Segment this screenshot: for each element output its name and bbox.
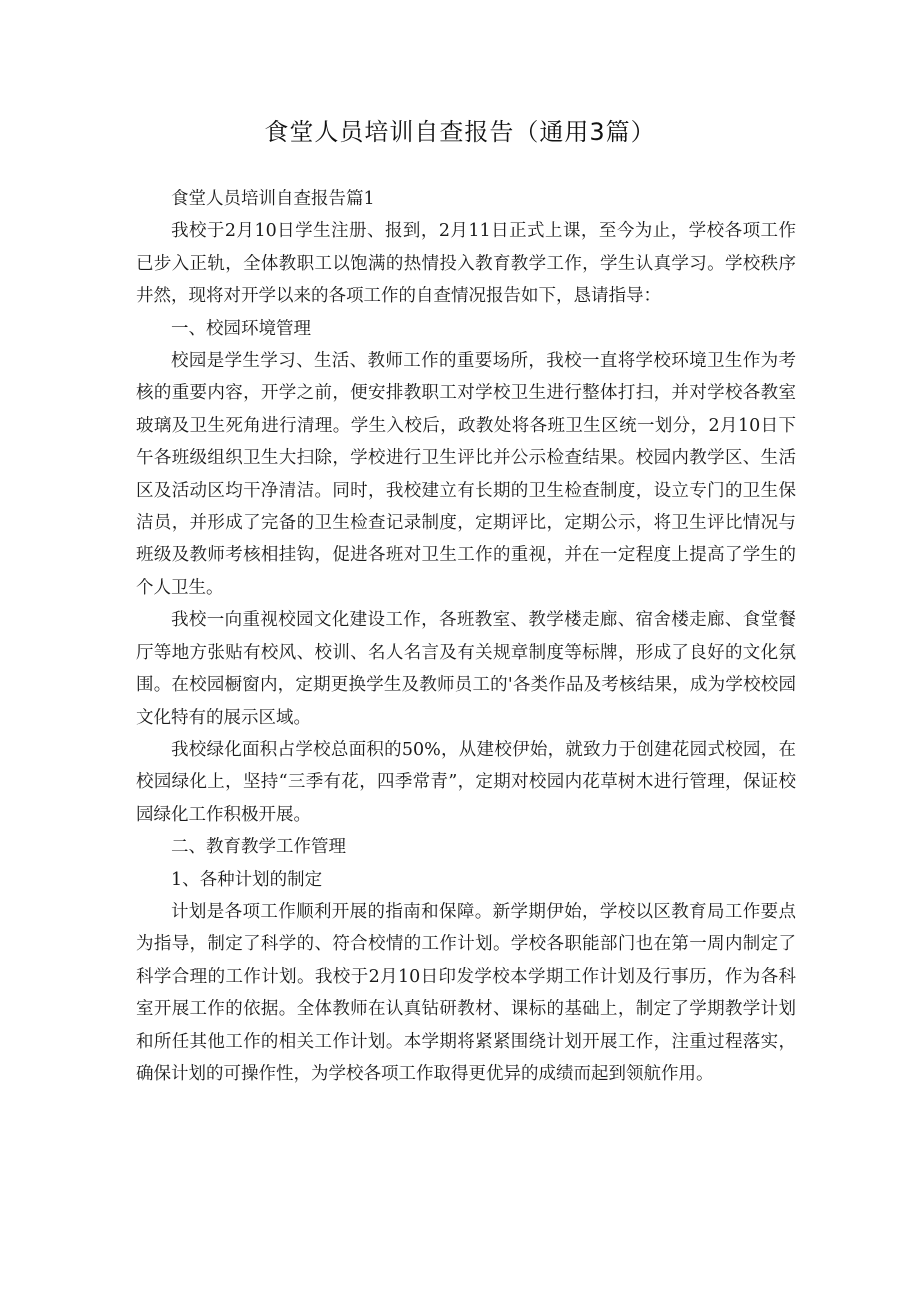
campus-greening-paragraph: 我校绿化面积占学校总面积的50%，从建校伊始，就致力于创建花园式校园，在校园绿化上，坚持“三季有花，四季常青”，定期对校园内花草树木进行管理，保证校园绿化工作积极开展。: [136, 739, 796, 825]
subheading-plans: 1、各种计划的制定: [171, 869, 323, 890]
campus-culture-paragraph: 我校一向重视校园文化建设工作，各班教室、教学楼走廊、宿舍楼走廊、食堂餐厅等地方张贴有校风、校训、名人名言及有关规章制度等标牌，形成了良好的文化氛围。在校园橱窗内，定期更换学生及教师员工的'各类作品及考核结果，成为学校校园文化特有的展示区域。: [136, 610, 796, 728]
document-title: 食堂人员培训自查报告（通用3篇）: [264, 118, 656, 146]
intro-paragraph: 我校于2月10日学生注册、报到，2月11日正式上课，至今为止，学校各项工作已步入正轨，全体教职工以饱满的热情投入教育教学工作，学生认真学习。学校秩序井然，现将对开学以来的各项工作的自查情况报告如下，恳请指导：: [136, 221, 796, 307]
document-body: [136, 183, 796, 1090]
section-title-1: 食堂人员培训自查报告篇1: [171, 189, 375, 209]
heading-campus-environment: 一、校园环境管理: [171, 318, 311, 339]
campus-hygiene-paragraph: 校园是学生学习、生活、教师工作的重要场所，我校一直将学校环境卫生作为考核的重要内容，开学之前，便安排教职工对学校卫生进行整体打扫，并对学校各教室玻璃及卫生死角进行清理。学生入校后，政教处将各班卫生区统一划分，2月10日下午各班级组织卫生大扫除，学校进行卫生评比并公示检查结果。校园内教学区、生活区及活动区均干净清洁。同时，我校建立有长期的卫生检查制度，设立专门的卫生保洁员，并形成了完备的卫生检查记录制度，定期评比，定期公示，将卫生评比情况与班级及教师考核相挂钩，促进各班对卫生工作的重视，并在一定程度上提高了学生的个人卫生。: [136, 351, 796, 598]
heading-teaching-management: 二、教育教学工作管理: [171, 837, 346, 858]
plans-paragraph: 计划是各项工作顺利开展的指南和保障。新学期伊始，学校以区教育局工作要点为指导，制定了科学的、符合校情的工作计划。学校各职能部门也在第一周内制定了科学合理的工作计划。我校于2月10日印发学校本学期工作计划及行事历，作为各科室开展工作的依据。全体教师在认真钻研教材、课标的基础上，制定了学期教学计划和所任其他工作的相关工作计划。本学期将紧紧围绕计划开展工作，注重过程落实，确保计划的可操作性，为学校各项工作取得更优异的成绩而起到领航作用。: [136, 901, 796, 1084]
